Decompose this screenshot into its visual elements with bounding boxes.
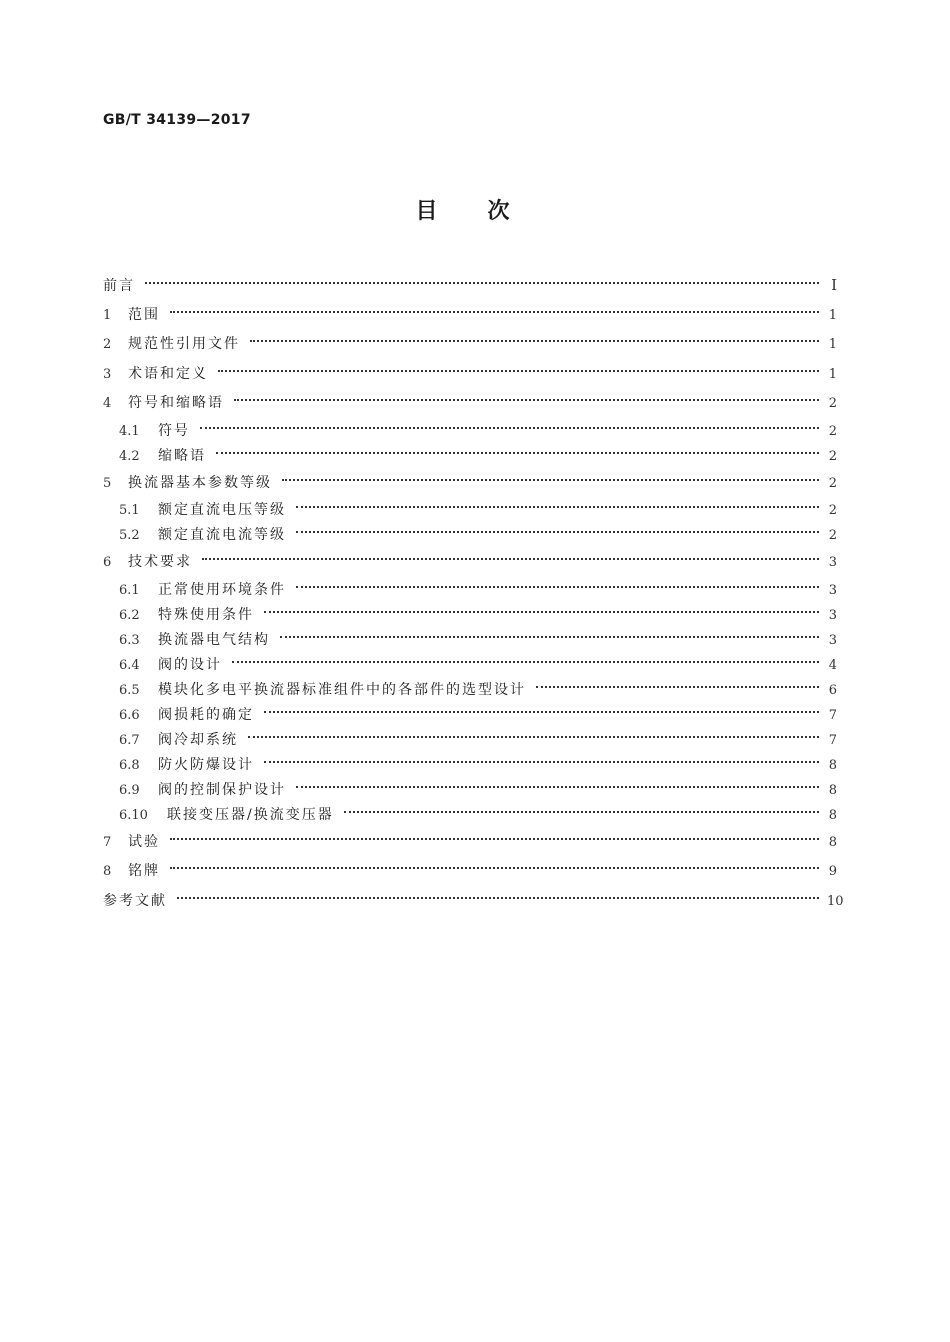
toc-entry[interactable] bbox=[103, 778, 837, 803]
toc-entry[interactable] bbox=[103, 857, 837, 887]
toc-entry-number: 6.9 bbox=[119, 782, 140, 798]
toc-entry-number: 6.3 bbox=[119, 632, 140, 648]
toc-entry-title: 阀损耗的确定 bbox=[158, 706, 254, 723]
toc-entry-title: 前言 bbox=[103, 278, 135, 294]
toc-entry[interactable] bbox=[103, 628, 837, 653]
toc-dot-leader bbox=[234, 399, 819, 401]
toc-entry-title: 技术要求 bbox=[128, 554, 192, 570]
toc-entry-number: 6.4 bbox=[119, 657, 140, 673]
toc-entry-number: 6.10 bbox=[119, 807, 148, 823]
toc-entry[interactable] bbox=[103, 803, 837, 828]
toc-entry[interactable] bbox=[103, 271, 837, 301]
toc-entry[interactable] bbox=[103, 469, 837, 499]
toc-entry-title: 规范性引用文件 bbox=[128, 336, 240, 352]
toc-entry-number: 6.5 bbox=[119, 682, 140, 698]
toc-entry[interactable] bbox=[103, 498, 837, 523]
toc-entry-title: 正常使用环境条件 bbox=[158, 581, 286, 598]
toc-entry-number: 5.1 bbox=[119, 503, 140, 518]
toc-entry-page: 1 bbox=[828, 366, 837, 382]
toc-entry-title: 额定直流电流等级 bbox=[158, 527, 286, 543]
toc-entry-title: 术语和定义 bbox=[128, 365, 208, 382]
toc-entry-title: 阀的设计 bbox=[158, 656, 222, 673]
toc-entry-title: 符号和缩略语 bbox=[128, 395, 224, 411]
toc-entry-number: 6 bbox=[103, 555, 112, 570]
toc-entry-page: 2 bbox=[828, 423, 837, 439]
toc-entry-page: 2 bbox=[828, 475, 837, 491]
toc-entry-number: 4.1 bbox=[119, 423, 140, 439]
toc-entry-page: 7 bbox=[828, 707, 837, 723]
toc-dot-leader bbox=[250, 340, 819, 342]
toc-entry-number: 4.2 bbox=[119, 448, 140, 464]
toc-entry-number: 5 bbox=[103, 475, 112, 491]
toc-entry-page: 3 bbox=[828, 582, 837, 598]
toc-entry-title: 特殊使用条件 bbox=[158, 606, 254, 623]
toc-dot-leader bbox=[536, 686, 819, 688]
toc-dot-leader bbox=[280, 636, 819, 638]
toc-entry-title: 换流器基本参数等级 bbox=[128, 474, 272, 491]
toc-entry[interactable] bbox=[103, 603, 837, 628]
toc-entry[interactable] bbox=[103, 703, 837, 728]
toc-dot-leader bbox=[232, 661, 819, 663]
toc-dot-leader bbox=[145, 282, 819, 284]
toc-entry-number: 8 bbox=[103, 864, 112, 879]
toc-dot-leader bbox=[218, 370, 819, 372]
toc-entry-title: 联接变压器/换流变压器 bbox=[167, 806, 334, 823]
toc-entry-page: 8 bbox=[828, 757, 837, 773]
toc-dot-leader bbox=[177, 897, 819, 899]
toc-entry-number: 6.7 bbox=[119, 732, 140, 748]
toc-dot-leader bbox=[264, 611, 819, 613]
toc-entry-title: 缩略语 bbox=[158, 447, 206, 464]
toc-entry-page: 2 bbox=[828, 448, 837, 464]
toc-entry-page: 1 bbox=[828, 337, 837, 352]
toc-entry-title: 符号 bbox=[158, 422, 190, 439]
toc-dot-leader bbox=[264, 711, 819, 713]
toc-entry-title: 换流器电气结构 bbox=[158, 631, 270, 648]
toc-entry-page: 2 bbox=[828, 528, 837, 543]
toc-dot-leader bbox=[296, 586, 819, 588]
toc-entry[interactable] bbox=[103, 578, 837, 603]
toc-entry[interactable] bbox=[103, 360, 837, 390]
toc-entry[interactable] bbox=[103, 330, 837, 360]
toc-entry-page: 4 bbox=[828, 657, 837, 673]
toc-entry-number: 4 bbox=[103, 396, 112, 411]
toc-entry[interactable] bbox=[103, 301, 837, 331]
toc-entry[interactable] bbox=[103, 444, 837, 469]
toc-entry-page: 3 bbox=[828, 607, 837, 623]
toc-entry-page: Ⅰ bbox=[831, 276, 837, 294]
toc-entry-page: 8 bbox=[828, 807, 837, 823]
toc-entry-page: 6 bbox=[828, 682, 837, 698]
toc-entry-page: 10 bbox=[827, 893, 844, 909]
toc-title: 目次 bbox=[415, 199, 560, 224]
toc-entry-number: 2 bbox=[103, 337, 112, 352]
table-of-contents bbox=[103, 271, 844, 916]
toc-entry[interactable] bbox=[103, 419, 837, 444]
toc-entry-page: 2 bbox=[828, 503, 837, 518]
standard-code: GB/T 34139—2017 bbox=[103, 112, 251, 128]
toc-entry-number: 3 bbox=[103, 366, 112, 382]
toc-dot-leader bbox=[264, 761, 819, 763]
toc-entry-title: 额定直流电压等级 bbox=[158, 502, 286, 518]
toc-entry-title: 铭牌 bbox=[128, 863, 160, 879]
toc-entry[interactable] bbox=[103, 887, 844, 917]
toc-dot-leader bbox=[170, 867, 819, 869]
toc-dot-leader bbox=[248, 736, 819, 738]
toc-entry-number: 7 bbox=[103, 834, 112, 850]
toc-entry-title: 阀的控制保护设计 bbox=[158, 781, 286, 798]
toc-entry-title: 阀冷却系统 bbox=[158, 731, 238, 748]
toc-entry-number: 6.6 bbox=[119, 707, 140, 723]
toc-entry-number: 1 bbox=[103, 307, 112, 323]
toc-entry-page: 7 bbox=[828, 732, 837, 748]
toc-entry-number: 6.1 bbox=[119, 582, 140, 598]
toc-entry-number: 5.2 bbox=[119, 528, 140, 543]
toc-entry[interactable] bbox=[103, 389, 837, 419]
toc-entry-title: 范围 bbox=[128, 306, 160, 323]
toc-dot-leader bbox=[296, 531, 819, 533]
toc-entry[interactable] bbox=[103, 828, 837, 858]
toc-entry-number: 6.8 bbox=[119, 757, 140, 773]
toc-dot-leader bbox=[296, 786, 819, 788]
toc-entry-number: 6.2 bbox=[119, 607, 140, 623]
toc-entry-title: 参考文献 bbox=[103, 892, 167, 909]
toc-dot-leader bbox=[282, 479, 819, 481]
toc-dot-leader bbox=[296, 506, 819, 508]
toc-entry-page: 8 bbox=[828, 782, 837, 798]
toc-dot-leader bbox=[170, 311, 819, 313]
toc-entry[interactable] bbox=[103, 523, 837, 548]
toc-dot-leader bbox=[216, 452, 819, 454]
toc-entry-page: 8 bbox=[828, 834, 837, 850]
toc-entry-page: 3 bbox=[828, 632, 837, 648]
toc-entry[interactable] bbox=[103, 753, 837, 778]
toc-entry[interactable] bbox=[103, 678, 837, 703]
toc-dot-leader bbox=[202, 558, 819, 560]
toc-entry-page: 1 bbox=[828, 307, 837, 323]
toc-entry[interactable] bbox=[103, 728, 837, 753]
toc-dot-leader bbox=[200, 427, 819, 429]
toc-entry-title: 模块化多电平换流器标准组件中的各部件的选型设计 bbox=[158, 681, 526, 698]
toc-entry[interactable] bbox=[103, 548, 837, 578]
toc-entry-title: 试验 bbox=[128, 833, 160, 850]
toc-entry-page: 2 bbox=[828, 396, 837, 411]
toc-entry[interactable] bbox=[103, 653, 837, 678]
toc-dot-leader bbox=[170, 838, 819, 840]
toc-entry-page: 9 bbox=[828, 864, 837, 879]
toc-entry-title: 防火防爆设计 bbox=[158, 756, 254, 773]
toc-dot-leader bbox=[344, 811, 819, 813]
toc-entry-page: 3 bbox=[828, 555, 837, 570]
